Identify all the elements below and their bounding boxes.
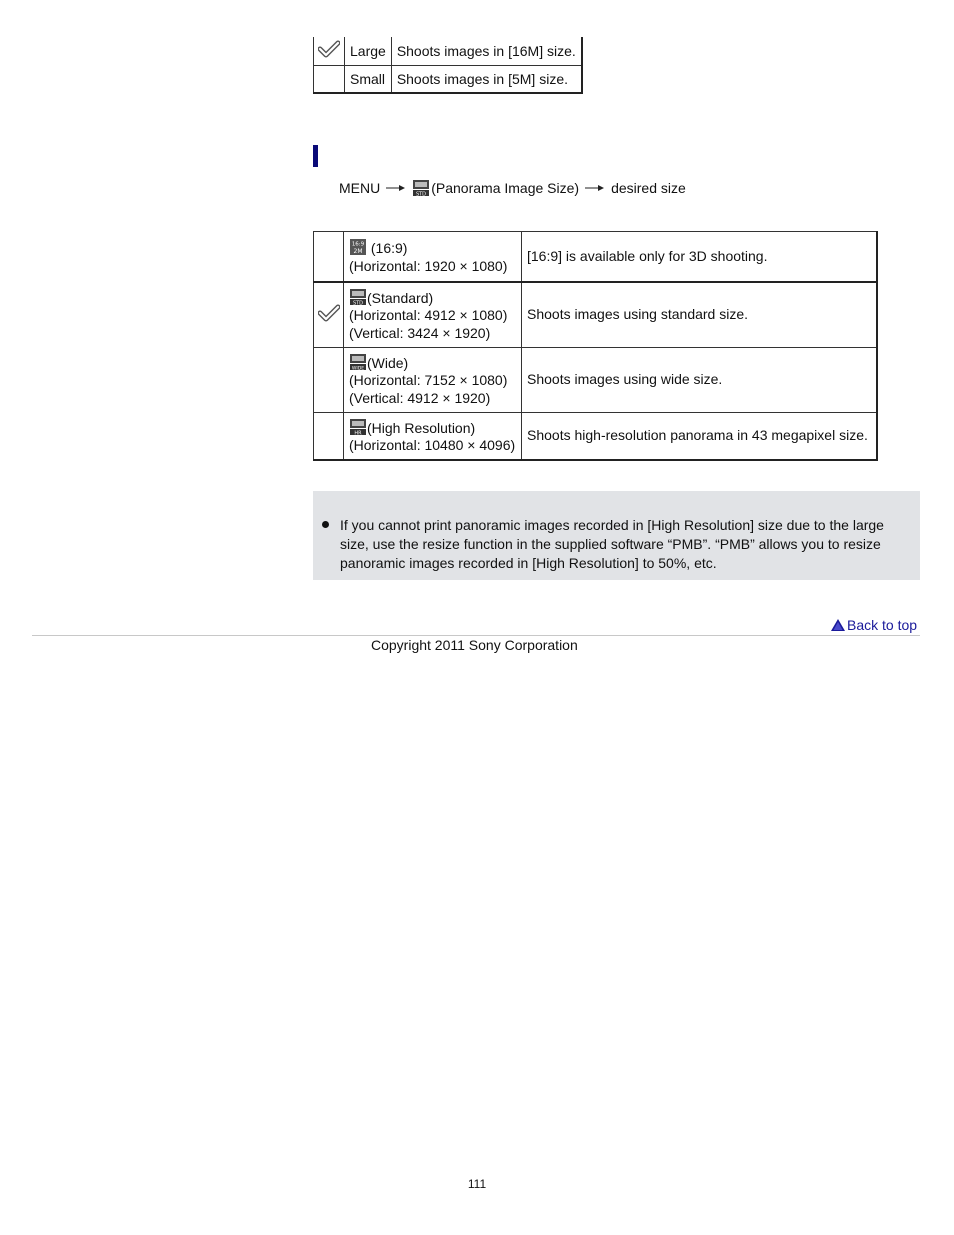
option-description: Shoots images in [16M] size.	[391, 37, 581, 65]
arrow-right-icon	[386, 183, 406, 193]
bullet-icon	[322, 521, 329, 528]
checkmark-icon	[318, 40, 340, 58]
menu-item-label: (Panorama Image Size)	[431, 180, 580, 196]
panorama-wide-icon	[349, 353, 367, 371]
page-number: 111	[467, 1177, 487, 1191]
svg-text:2M: 2M	[353, 248, 363, 255]
svg-text:STD: STD	[416, 191, 427, 197]
section-heading-marker	[313, 145, 318, 167]
table-row	[314, 413, 878, 461]
option-title: (16:9)	[370, 240, 408, 256]
empty-check-cell	[314, 413, 344, 461]
option-detail: (Horizontal: 7152 × 1080)	[349, 372, 508, 389]
table-row	[314, 348, 878, 413]
menu-target-label: desired size	[611, 180, 686, 196]
table-row	[314, 282, 878, 348]
option-label: Small	[345, 65, 392, 93]
option-detail: (Vertical: 3424 × 1920)	[349, 324, 491, 341]
image-size-table	[313, 37, 583, 94]
triangle-up-icon	[831, 619, 845, 631]
default-check-cell	[314, 37, 345, 65]
empty-check-cell	[314, 232, 344, 283]
option-detail: (Horizontal: 1920 × 1080)	[349, 257, 508, 274]
svg-text:WIDE: WIDE	[351, 366, 365, 371]
empty-check-cell	[314, 65, 345, 93]
svg-text:STD: STD	[352, 300, 364, 306]
note-text: If you cannot print panoramic images recorded in [High Resolution] size due to the large size, use the resize function in the supplied software “PMB”. “PMB” allows you to resize panoramic images recorded in [High Resolution] to 50%, etc.	[340, 517, 884, 571]
table-row	[314, 65, 582, 93]
option-cell	[344, 232, 522, 283]
option-description: Shoots images using standard size.	[522, 282, 878, 348]
panorama-size-table	[313, 231, 878, 461]
panorama-std-icon	[412, 179, 430, 197]
svg-text:16:9: 16:9	[351, 241, 365, 248]
arrow-right-icon	[585, 183, 605, 193]
panorama-hr-icon	[349, 418, 367, 436]
panorama-std-icon	[349, 288, 367, 306]
menu-label: MENU	[339, 180, 381, 196]
option-description: [16:9] is available only for 3D shooting.	[522, 232, 878, 283]
option-title: (Standard)	[367, 289, 434, 306]
option-title: (Wide)	[367, 354, 409, 371]
option-label: Large	[345, 37, 392, 65]
footer-divider	[32, 635, 920, 636]
back-to-top-link[interactable]	[831, 617, 917, 633]
option-description: Shoots images in [5M] size.	[391, 65, 581, 93]
table-row	[314, 232, 878, 283]
option-detail: (Horizontal: 4912 × 1080)	[349, 307, 508, 324]
option-description: Shoots high-resolution panorama in 43 megapixel size.	[522, 413, 878, 461]
svg-text:HR: HR	[354, 429, 362, 436]
menu-path	[339, 179, 686, 197]
option-detail: (Vertical: 4912 × 1920)	[349, 389, 491, 406]
back-to-top-label[interactable]: Back to top	[847, 617, 918, 633]
option-cell	[344, 282, 522, 348]
checkmark-icon	[318, 304, 340, 322]
option-title: (High Resolution)	[367, 419, 476, 436]
option-detail: (Horizontal: 10480 × 4096)	[349, 437, 516, 453]
empty-check-cell	[314, 348, 344, 413]
table-row	[314, 37, 582, 65]
copyright-text: Copyright 2011 Sony Corporation	[371, 637, 578, 653]
option-description: Shoots images using wide size.	[522, 348, 878, 413]
option-cell	[344, 413, 522, 461]
option-cell	[344, 348, 522, 413]
panorama-16-9-icon	[349, 238, 367, 256]
default-check-cell	[314, 282, 344, 348]
